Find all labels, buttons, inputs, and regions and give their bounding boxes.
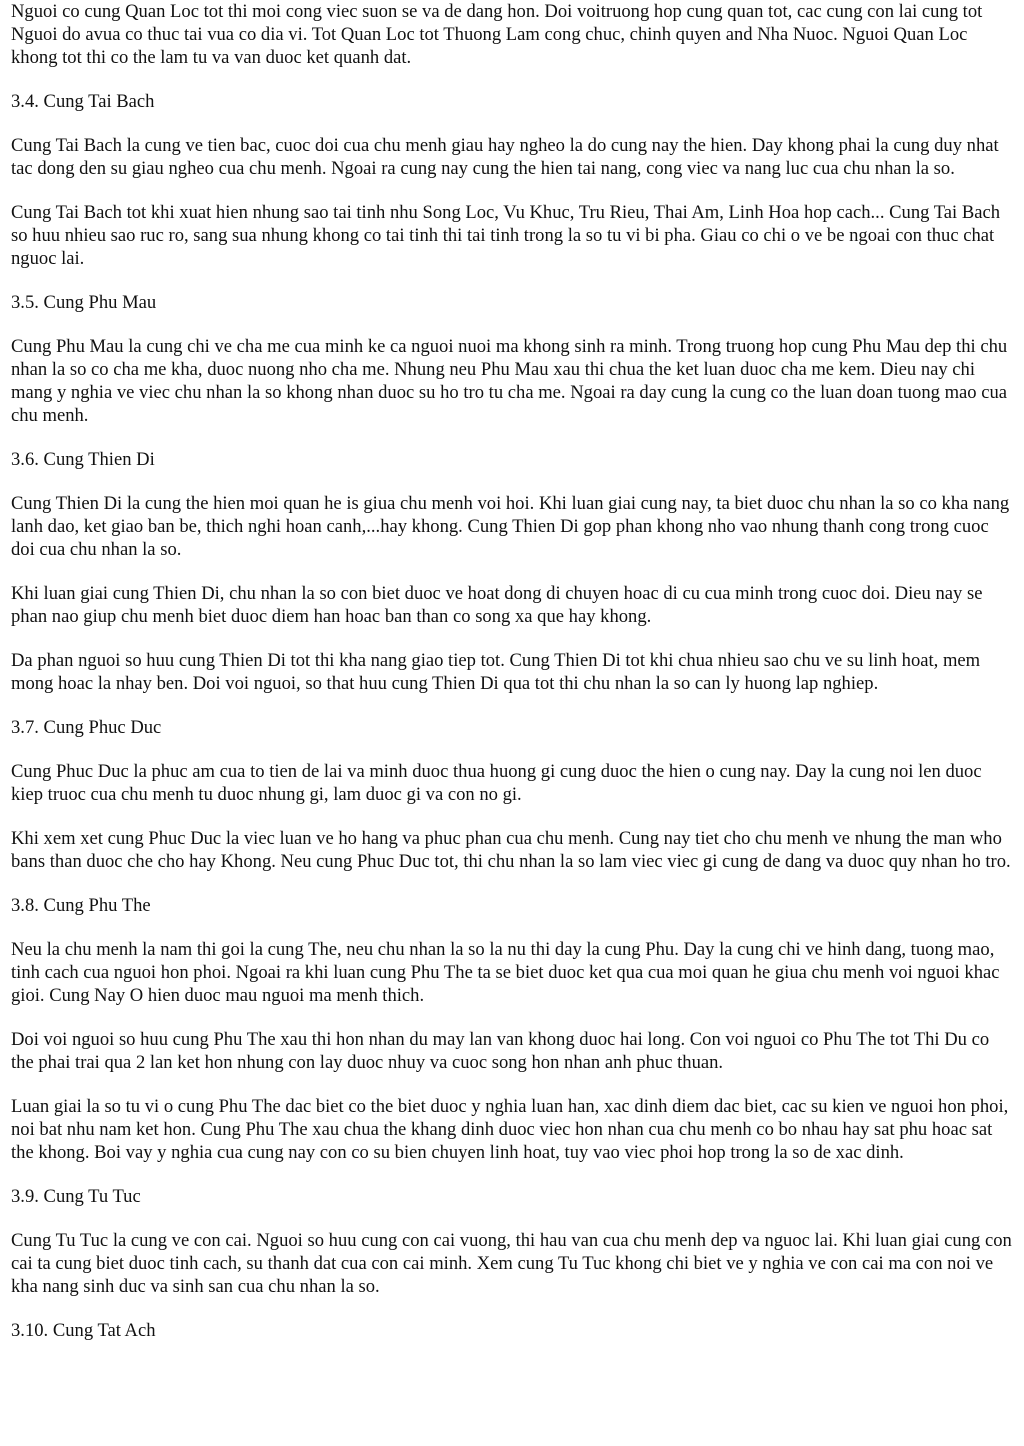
paragraph-phu-the-1: Neu la chu menh la nam thi goi la cung The, neu chu nhan la so la nu thi day la cung Phu. Day la cung chi ve hinh dang, tuong mao, tinh cach cua nguoi hon phoi. Ngoai ra khi luan cung Phu The ta se biet duoc ket qua cua moi quan he giua chu menh voi nguoi khac gioi. Cung Nay O hien duoc mau nguoi ma menh thich. — [11, 939, 1000, 1006]
section-heading-phu-mau: 3.5. Cung Phu Mau — [11, 292, 157, 313]
paragraph-tai-bach-2: Cung Tai Bach tot khi xuat hien nhung sao tai tinh nhu Song Loc, Vu Khuc, Tru Rieu, Thai Am, Linh Hoa hop cach... Cung Tai Bach so huu nhieu sao ruc ro, sang sua nhung khong co tai tinh thi tai tinh trong la so tu vi bi pha. Giau co chi o ve be ngoai con thuc chat nguoc lai. — [11, 202, 1001, 269]
section-heading-tu-tuc: 3.9. Cung Tu Tuc — [11, 1186, 141, 1207]
paragraph-thien-di-3: Da phan nguoi so huu cung Thien Di tot thi kha nang giao tiep tot. Cung Thien Di tot khi chua nhieu sao chu ve su linh hoat, mem mong hoac la nhay ben. Doi voi nguoi, so that huu cung Thien Di qua tot thi chu nhan la so can ly huong lap nghiep. — [11, 650, 981, 694]
paragraph-phuc-duc-2: Khi xem xet cung Phuc Duc la viec luan ve ho hang va phuc phan cua chu menh. Cung nay tiet cho chu menh ve nhung the man who bans than duoc che cho hay Khong. Neu cung Phuc Duc tot, thi chu nhan la so lam viec viec gi cung de dang va duoc quy nhan ho tro. — [11, 828, 1011, 872]
paragraph-thien-di-2: Khi luan giai cung Thien Di, chu nhan la so con biet duoc ve hoat dong di chuyen hoac di cu cua minh trong cuoc doi. Dieu nay se phan nao giup chu menh biet duoc diem han hoac ban than co song xa que hay khong. — [11, 583, 983, 627]
paragraph-quan-loc: Nguoi co cung Quan Loc tot thi moi cong viec suon se va de dang hon. Doi voitruong hop cung quan tot, cac cung con lai cung tot Nguoi do avua co thuc tai vua co dia vi. Tot Quan Loc tot Thuong Lam cong chuc, chinh quyen and Nha Nuoc. Nguoi Quan Loc khong tot thi co the lam tu va van duoc ket quanh dat. — [11, 1, 983, 68]
paragraph-phu-the-3: Luan giai la so tu vi o cung Phu The dac biet co the biet duoc y nghia luan han, xac dinh diem dac biet, cac su kien ve nguoi hon phoi, noi bat nhu nam ket hon. Cung Phu The xau chua the khang dinh duoc viec hon nhan cua chu menh co bo nhau hay sat phu hoac sat the khong. Boi vay y nghia cua cung nay con co su bien chuyen linh hoat, tuy vao viec phoi hop trong la so de xac dinh. — [11, 1096, 1009, 1163]
paragraph-thien-di-1: Cung Thien Di la cung the hien moi quan he is giua chu menh voi hoi. Khi luan giai cung nay, ta biet duoc chu nhan la so co kha nang lanh dao, ket giao ban be, thich nghi hoan canh,...hay khong. Cung Thien Di gop phan khong nho vao nhung thanh cong trong cuoc doi cua chu nhan la so. — [11, 493, 1010, 560]
section-heading-tat-ach: 3.10. Cung Tat Ach — [11, 1320, 156, 1341]
section-heading-phu-the: 3.8. Cung Phu The — [11, 895, 151, 916]
section-heading-tai-bach: 3.4. Cung Tai Bach — [11, 91, 155, 112]
paragraph-phu-the-2: Doi voi nguoi so huu cung Phu The xau thi hon nhan du may lan van khong duoc hai long. Con voi nguoi co Phu The tot Thi Du co the phai trai qua 2 lan ket hon nhung con lay duoc nhuy va cuoc song hon nhan anh phuc thuan. — [11, 1029, 990, 1073]
section-heading-thien-di: 3.6. Cung Thien Di — [11, 449, 155, 470]
paragraph-tai-bach-1: Cung Tai Bach la cung ve tien bac, cuoc doi cua chu menh giau hay ngheo la do cung nay the hien. Day khong phai la cung duy nhat tac dong den su giau ngheo cua chu menh. Ngoai ra cung nay cung the hien tai nang, cong viec va nang luc cua chu nhan la so. — [11, 135, 999, 179]
paragraph-phuc-duc-1: Cung Phuc Duc la phuc am cua to tien de lai va minh duoc thua huong gi cung duoc the hien o cung nay. Day la cung noi len duoc kiep truoc cua chu menh tu duoc nhung gi, lam duoc gi va con no gi. — [11, 761, 982, 805]
paragraph-phu-mau: Cung Phu Mau la cung chi ve cha me cua minh ke ca nguoi nuoi ma khong sinh ra minh. Trong truong hop cung Phu Mau dep thi chu nhan la so co cha me kha, duoc nuong nho cha me. Nhung neu Phu Mau xau thi chua the ket luan duoc cha me kem. Dieu nay chi mang y nghia ve viec chu nhan la so khong nhan duoc su ho tro tu cha me. Ngoai ra day cung la cung co the luan doan tuong mao cua chu menh. — [11, 336, 1008, 426]
paragraph-tu-tuc: Cung Tu Tuc la cung ve con cai. Nguoi so huu cung con cai vuong, thi hau van cua chu menh dep va nguoc lai. Khi luan giai cung con cai ta cung biet duoc tinh cach, su thanh dat cua con cai minh. Xem cung Tu Tuc khong chi biet ve y nghia ve con cai ma con noi ve kha nang sinh duc va sinh san cua chu nhan la so. — [11, 1230, 1012, 1297]
section-heading-phuc-duc: 3.7. Cung Phuc Duc — [11, 717, 162, 738]
